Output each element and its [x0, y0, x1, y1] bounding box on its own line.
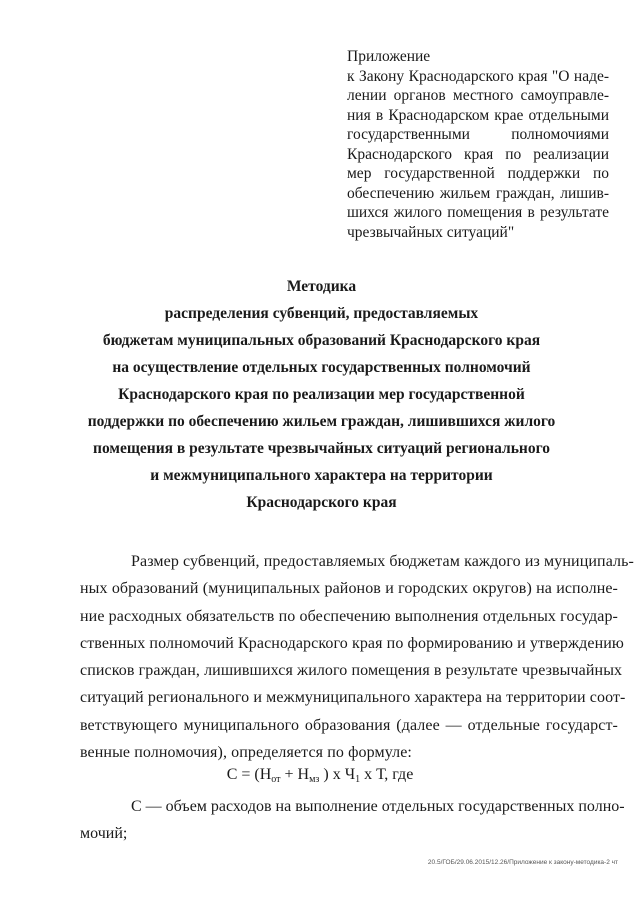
formula-subscript: мз — [309, 774, 320, 785]
body-line: списков граждан, лишившихся жилого помещения в результате чрезвычайных — [80, 662, 623, 680]
body-line: ственных полномочий Краснодарского края по формированию и утверждению — [80, 634, 624, 652]
annex-line: чрезвычайных ситуаций" — [347, 223, 515, 241]
definition-line: мочий; — [80, 825, 128, 843]
body-paragraph — [80, 548, 634, 766]
formula-part: С = (Н — [226, 766, 272, 783]
definition-paragraph — [80, 793, 625, 848]
title-line: Методика — [286, 278, 357, 295]
annex-line: лении органов местного самоуправле- — [347, 87, 609, 104]
title-line: на осуществление отдельных государственных полномочий — [112, 359, 531, 376]
formula-part: х Т, где — [360, 766, 414, 783]
annex-line: обеспечению жильем граждан, лишив- — [347, 184, 609, 202]
annex-line: Краснодарского края по реализации — [347, 145, 609, 163]
formula-part: ) х Ч — [319, 766, 356, 783]
formula — [0, 765, 640, 790]
title-line: и межмуниципального характера на территории — [150, 467, 493, 484]
annex-line: к Закону Краснодарского края "О наде- — [347, 67, 609, 85]
body-line: ных образований (муниципальных районов и городских округов) на исполне- — [80, 580, 618, 598]
formula-subscript: 1 — [355, 774, 361, 785]
formula-subscript: от — [271, 774, 281, 785]
annex-line: ния в Краснодарском крае отдельными — [347, 106, 609, 124]
title-line: распределения субвенций, предоставляемых — [164, 305, 479, 322]
footer-file-reference: 20.5/ГОБ/29.06.2015/12.26/Приложение к закону-методика-2 чт — [427, 859, 618, 866]
body-line: ситуаций регионального и межмуниципального характера на территории соот- — [80, 689, 626, 707]
annex-line: мер государственной поддержки по — [347, 165, 609, 182]
body-line: Размер субвенций, предоставляемых бюджетам каждого из муниципаль- — [131, 553, 634, 570]
formula-part: + Н — [280, 766, 310, 783]
body-line: ние расходных обязательств по обеспечению выполнения отдельных государ- — [80, 607, 618, 625]
document-title — [80, 273, 563, 516]
annex-line: Приложение — [347, 48, 431, 65]
title-line: Краснодарского края — [246, 494, 397, 511]
title-line: бюджетам муниципальных образований Краснодарского края — [102, 332, 541, 349]
title-line: Краснодарского края по реализации мер государственной — [118, 386, 525, 403]
definition-line: С — объем расходов на выполнение отдельных государственных полно- — [131, 798, 625, 815]
body-line: венные полномочия), определяется по формуле: — [80, 744, 412, 762]
title-line: помещения в результате чрезвычайных ситуаций регионального — [93, 440, 550, 457]
annex-line: государственными полномочиями — [347, 126, 609, 143]
title-line: поддержки по обеспечению жильем граждан, лишившихся жилого — [87, 413, 556, 430]
body-line: ветствующего муниципального образования (далее — отдельные государст- — [80, 716, 618, 734]
annex-block — [347, 47, 609, 242]
annex-line: шихся жилого помещения в результате — [347, 204, 609, 221]
